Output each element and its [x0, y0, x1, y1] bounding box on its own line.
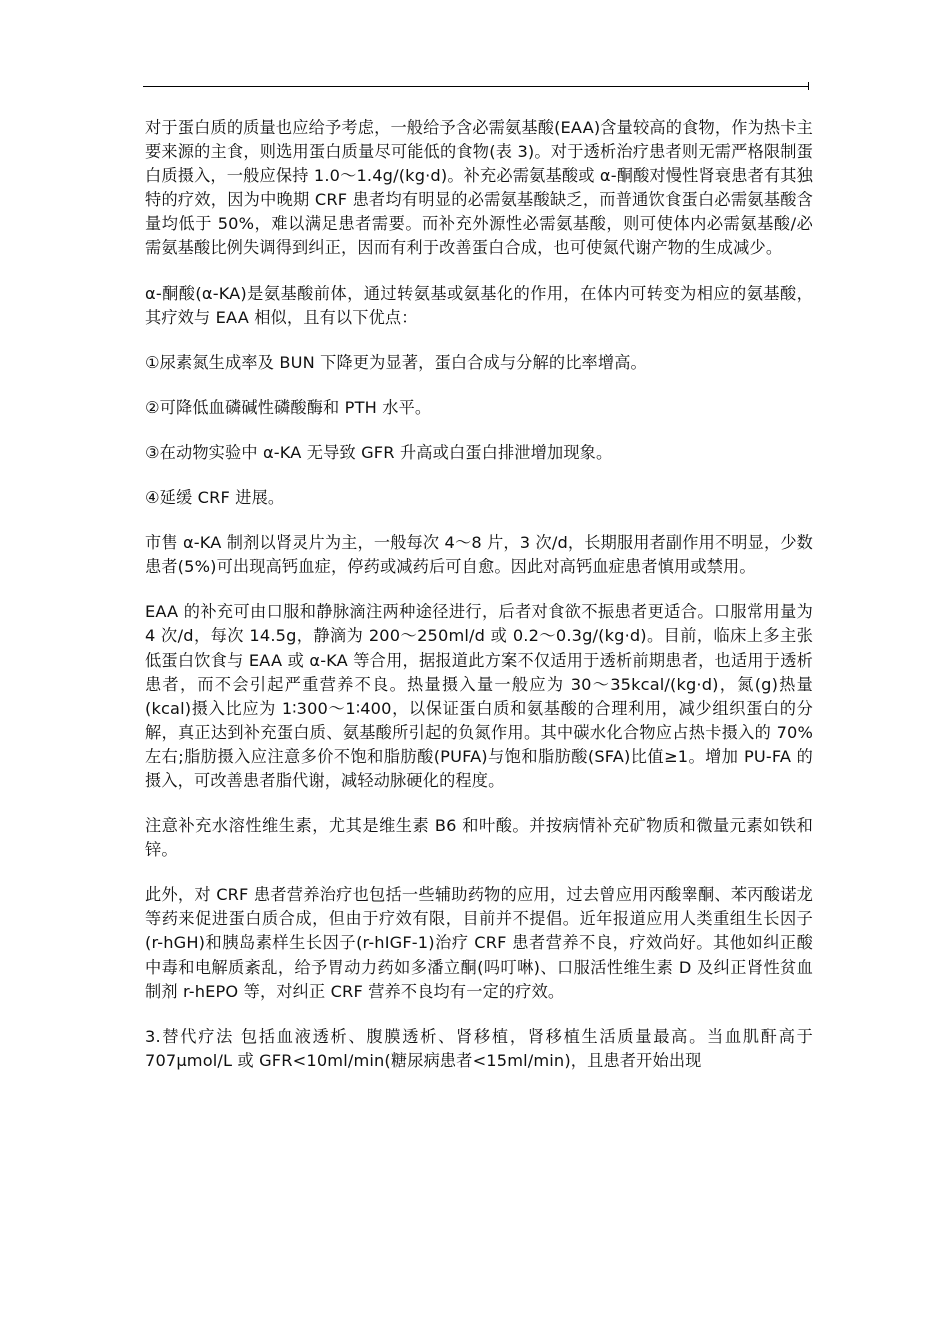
paragraph-alpha-ka-preparation: 市售 α-KA 制剂以肾灵片为主，一般每次 4～8 片，3 次/d，长期服用者副作用不明显，少数患者(5%)可出现高钙血症，停药或减药后可自愈。因此对高钙血症患者慎用或禁用。	[145, 533, 813, 577]
header-rule	[143, 86, 809, 87]
paragraph-protein-quality: 对于蛋白质的质量也应给予考虑，一般给予含必需氨基酸(EAA)含量较高的食物，作为热卡主要来源的主食，则选用蛋白质量尽可能低的食物(表 3)。对于透析治疗患者则无需严格限制蛋白质摄入，一般应保持 1.0～1.4g/(kg·d)。补充必需氨基酸或 α-酮酸对慢性肾衰患者有其独特的疗效，因为中晚期 CRF 患者均有明显的必需氨基酸缺乏，而普通饮食蛋白必需氨基酸含量均低于 50%，难以满足患者需要。而补充外源性必需氨基酸，则可使体内必需氨基酸/必需氨基酸比例失调得到纠正，因而有利于改善蛋白合成，也可使氮代谢产物的生成减少。	[145, 118, 813, 258]
document-body	[145, 116, 813, 1094]
list-item-advantage-4: ④延缓 CRF 进展。	[145, 488, 285, 508]
paragraph-vitamins: 注意补充水溶性维生素，尤其是维生素 B6 和叶酸。并按病情补充矿物质和微量元素如铁和锌。	[145, 816, 813, 860]
paragraph-replacement-therapy: 3.替代疗法 包括血液透析、腹膜透析、肾移植，肾移植生活质量最高。当血肌酐高于 707μmol/L 或 GFR<10ml/min(糖尿病患者<15ml/min)，且患者开始出现	[145, 1026, 813, 1070]
paragraph-alpha-ketoacid-intro: α-酮酸(α-KA)是氨基酸前体，通过转氨基或氨基化的作用，在体内可转变为相应的氨基酸，其疗效与 EAA 相似，且有以下优点：	[145, 283, 813, 327]
paragraph-adjuvant-drugs: 此外，对 CRF 患者营养治疗也包括一些辅助药物的应用，过去曾应用丙酸睾酮、苯丙酸诺龙等药来促进蛋白质合成，但由于疗效有限，目前并不提倡。近年报道应用人类重组生长因子(r-hGH)和胰岛素样生长因子(r-hIGF-1)治疗 CRF 患者营养不良，疗效尚好。其他如纠正酸中毒和电解质紊乱，给予胃动力药如多潘立酮(吗叮啉)、口服活性维生素 D 及纠正肾性贫血制剂 r-hEPO 等，对纠正 CRF 营养不良均有一定的疗效。	[145, 885, 813, 1001]
list-item-advantage-3: ③在动物实验中 α-KA 无导致 GFR 升高或白蛋白排泄增加现象。	[145, 442, 613, 462]
header-rule-end-mark	[808, 82, 809, 90]
paragraph-eaa-supplement: EAA 的补充可由口服和静脉滴注两种途径进行，后者对食欲不振患者更适合。口服常用量为 4 次/d，每次 14.5g，静滴为 200～250ml/d 或 0.2～0.3g/(kg·d)。目前，临床上多主张低蛋白饮食与 EAA 或 α-KA 等合用，据报道此方案不仅适用于透析前期患者，也适用于透析患者，而不会引起严重营养不良。热量摄入量一般应为 30～35kcal/(kg·d)，氮(g)热量(kcal)摄入比应为 1∶300～1∶400，以保证蛋白质和氨基酸的合理利用，减少组织蛋白的分解，真正达到补充蛋白质、氨基酸所引起的负氮作用。其中碳水化合物应占热卡摄入的 70%左右;脂肪摄入应注意多价不饱和脂肪酸(PUFA)与饱和脂肪酸(SFA)比值≥1。增加 PU-FA 的摄入，可改善患者脂代谢，减轻动脉硬化的程度。	[145, 602, 813, 790]
list-item-advantage-2: ②可降低血磷碱性磷酸酶和 PTH 水平。	[145, 397, 432, 417]
list-item-advantage-1: ①尿素氮生成率及 BUN 下降更为显著，蛋白合成与分解的比率增高。	[145, 352, 647, 372]
